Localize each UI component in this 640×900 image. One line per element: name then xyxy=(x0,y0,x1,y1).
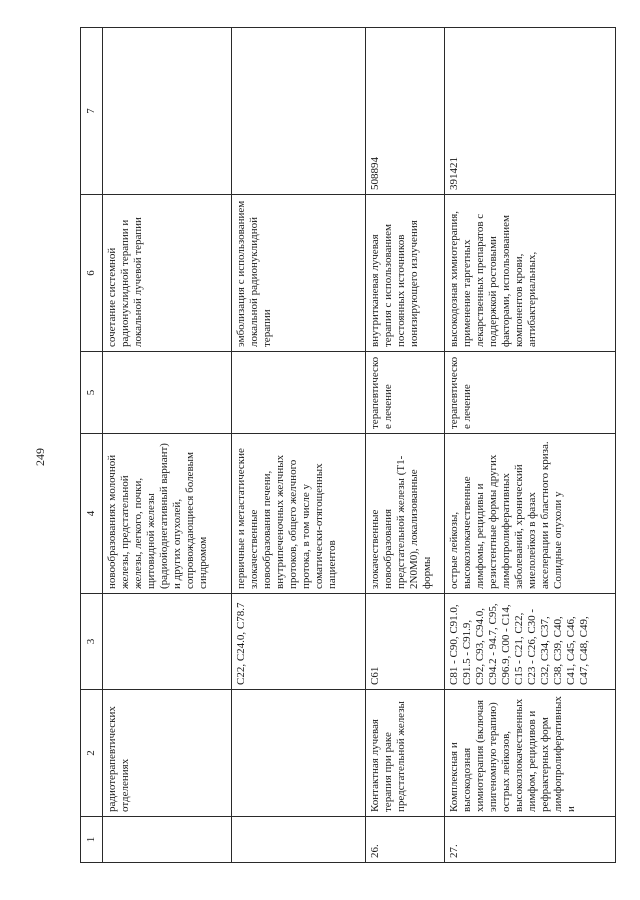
treatment-type xyxy=(103,352,232,434)
rotated-table-container xyxy=(80,28,616,863)
treatment-method: сочетание системной радионуклидной терапии и локальной лучевой терапии xyxy=(103,195,232,352)
row-number: 26. xyxy=(366,817,445,863)
treatment-method: внутритканевая лучевая терапия с использованием постоянных источников ионизирующего излучения xyxy=(366,195,445,352)
icd-codes: C81 - C90, C91.0, C91.5 - C91.9, C92, C93, C94.0, C94.2 - 94.7, C95, C96.9, C00 - C14, C15 - C21, C22, C23 - C26, C30 - C32, C34, C37, C38, C39, C40, C41, C45, C46, C47, C48, C49, xyxy=(445,594,616,690)
treatment-method: высокодозная химиотерапия, применение таргетных лекарственных препаратов с поддержкой ростовыми факторами, использованием компонентов крови, антибактериальных, xyxy=(445,195,616,352)
table-row xyxy=(232,28,366,863)
header-cell: 3 xyxy=(81,594,103,690)
patient-model: первичные и метастатические злокачественные новообразования печени, внутрипеченочных желчных протоков, общего желчного протока, в том числе у соматически-отягощенных пациентов xyxy=(232,434,366,594)
procedure-name: радиотерапевтических отделениях xyxy=(103,690,232,817)
header-row xyxy=(81,28,103,863)
row-number xyxy=(232,817,366,863)
row-number xyxy=(103,817,232,863)
medical-services-table xyxy=(80,27,616,863)
table-row xyxy=(445,28,616,863)
procedure-name: Комплексная и высокодозная химиотерапия (включая эпигеномную терапию) острых лейкозов, высокозлокачественных лимфом, рецидивов и рефрактерных форм лимфопролиферативных и xyxy=(445,690,616,817)
treatment-type: терапевтическое лечение xyxy=(445,352,616,434)
table-row xyxy=(103,28,232,863)
header-cell: 1 xyxy=(81,817,103,863)
cost xyxy=(103,28,232,195)
header-cell: 6 xyxy=(81,195,103,352)
icd-codes: C61 xyxy=(366,594,445,690)
cost: 391421 xyxy=(445,28,616,195)
treatment-type: терапевтическое лечение xyxy=(366,352,445,434)
header-cell: 5 xyxy=(81,352,103,434)
icd-codes: C22, C24.0, C78.7 xyxy=(232,594,366,690)
header-cell: 7 xyxy=(81,28,103,195)
treatment-type xyxy=(232,352,366,434)
patient-model: острые лейкозы, высокозлокачественные лимфомы, рецидивы и резистентные формы других лимфопролиферативных заболеваний, хронический миелолейкоз в фазах акселерации и бластного криза. Солидные опухоли у xyxy=(445,434,616,594)
table-row xyxy=(366,28,445,863)
procedure-name: Контактная лучевая терапия при раке предстательной железы xyxy=(366,690,445,817)
procedure-name xyxy=(232,690,366,817)
header-cell: 2 xyxy=(81,690,103,817)
treatment-method: эмболизация с использованием локальной радионуклидной терапии xyxy=(232,195,366,352)
cost: 508894 xyxy=(366,28,445,195)
page-number: 249 xyxy=(33,448,47,466)
patient-model: новообразованиях молочной железы, предстательной железы, легкого, почки, щитовидной железы (радиойоднегативный вариант) и других опухолей, сопровождающиеся болевым синдромом xyxy=(103,434,232,594)
cost xyxy=(232,28,366,195)
header-cell: 4 xyxy=(81,434,103,594)
icd-codes xyxy=(103,594,232,690)
row-number: 27. xyxy=(445,817,616,863)
patient-model: злокачественные новообразования предстательной железы (T1-2N0M0), локализованные формы xyxy=(366,434,445,594)
